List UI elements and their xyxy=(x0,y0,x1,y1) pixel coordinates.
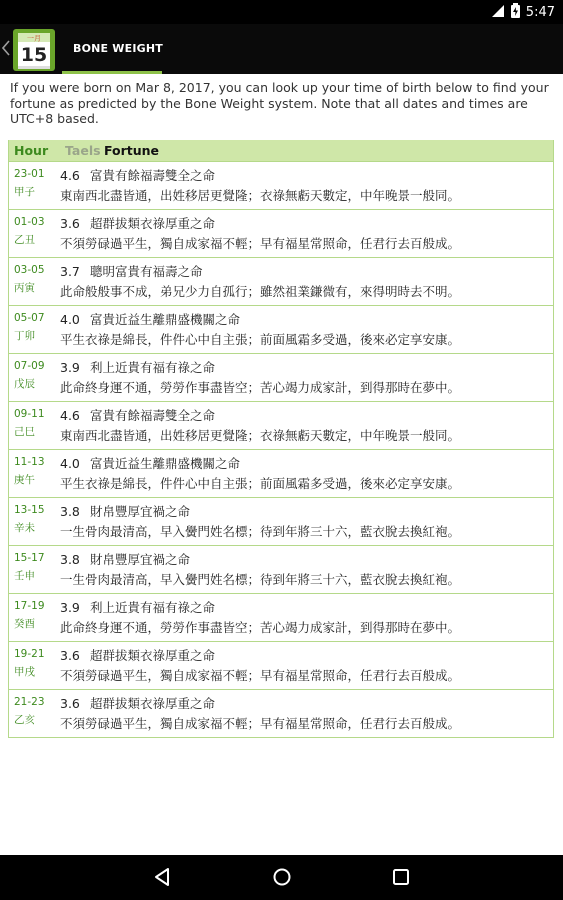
table-row xyxy=(9,401,553,449)
table-row xyxy=(9,545,553,593)
intro-text: If you were born on Mar 8, 2017, you can look up your time of birth below to find your fortune as predicted by the Bone Weight system. Note that all dates and times are UTC+8 based. xyxy=(10,80,549,126)
row-title-line xyxy=(60,310,240,328)
row-taels: 4.6 xyxy=(60,168,80,183)
row-title-line xyxy=(60,454,240,472)
row-taels: 3.6 xyxy=(60,648,80,663)
row-hour: 03-05 xyxy=(14,264,45,276)
fortune-table xyxy=(8,140,554,738)
row-title: 富貴近益生離鼎盛機關之命 xyxy=(90,456,241,471)
table-row xyxy=(9,305,553,353)
row-taels: 4.0 xyxy=(60,312,80,327)
icon-month: 一月 xyxy=(27,34,41,43)
row-hour: 01-03 xyxy=(14,216,45,228)
row-branch: 辛未 xyxy=(14,522,35,534)
title-underline xyxy=(62,71,162,74)
row-branch: 戊辰 xyxy=(14,378,35,390)
row-text: 一生骨肉最清高，早入黌門姓名標；待到年將三十六，藍衣脫去換紅袍。 xyxy=(60,572,461,587)
row-title: 富貴有餘福壽雙全之命 xyxy=(90,408,216,423)
back-chevron-icon[interactable] xyxy=(2,40,10,56)
row-text: 不須勞碌過平生，獨自成家福不輕；早有福星常照命，任君行去百般成。 xyxy=(60,716,461,731)
row-title-line xyxy=(60,694,215,712)
row-title-line xyxy=(60,598,215,616)
row-taels: 4.0 xyxy=(60,456,80,471)
action-bar xyxy=(0,24,563,74)
status-bar xyxy=(0,0,563,24)
header-taels: Taels xyxy=(65,143,101,158)
row-title: 超群拔類衣祿厚重之命 xyxy=(90,696,216,711)
row-branch: 癸酉 xyxy=(14,618,35,630)
row-taels: 3.6 xyxy=(60,696,80,711)
row-text: 此命終身運不通，勞勞作事盡皆空；苦心竭力成家計，到得那時在夢中。 xyxy=(60,620,461,635)
row-branch: 乙丑 xyxy=(14,234,35,246)
row-taels: 3.6 xyxy=(60,216,80,231)
row-title: 超群拔類衣祿厚重之命 xyxy=(90,648,216,663)
status-icons xyxy=(491,3,555,22)
table-row xyxy=(9,449,553,497)
row-branch: 丁卯 xyxy=(14,330,35,342)
row-text: 平生衣祿是綿長，件件心中自主張；前面風霜多受過，後來必定享安康。 xyxy=(60,476,461,491)
header-fortune: Fortune xyxy=(104,143,160,158)
row-text: 東南西北盡皆通，出姓移居更覺隆；衣祿無虧天數定，中年晚景一般同。 xyxy=(60,188,461,203)
row-title-line xyxy=(60,646,215,664)
row-taels: 3.7 xyxy=(60,264,80,279)
row-title-line xyxy=(60,502,190,520)
icon-day: 15 xyxy=(20,44,48,66)
table-row xyxy=(9,497,553,545)
row-title: 富貴近益生離鼎盛機關之命 xyxy=(90,312,241,327)
calendar-app-icon[interactable] xyxy=(12,28,56,72)
row-branch: 甲子 xyxy=(14,186,35,198)
row-title: 財帛豐厚宜禍之命 xyxy=(90,552,191,567)
table-row xyxy=(9,161,553,209)
row-title: 聰明富貴有福壽之命 xyxy=(90,264,203,279)
home-nav-icon[interactable] xyxy=(270,865,294,889)
row-hour: 15-17 xyxy=(14,552,45,564)
row-text: 東南西北盡皆通，出姓移居更覺隆；衣祿無虧天數定，中年晚景一般同。 xyxy=(60,428,461,443)
row-hour: 23-01 xyxy=(14,168,45,180)
table-header xyxy=(9,140,553,161)
row-title: 超群拔類衣祿厚重之命 xyxy=(90,216,216,231)
app-title: BONE WEIGHT xyxy=(73,42,163,55)
row-branch: 己巳 xyxy=(14,426,35,438)
table-row xyxy=(9,257,553,305)
row-hour: 13-15 xyxy=(14,504,45,516)
row-text: 不須勞碌過平生，獨自成家福不輕；早有福星常照命，任君行去百般成。 xyxy=(60,668,461,683)
row-text: 一生骨肉最清高，早入黌門姓名標；待到年將三十六，藍衣脫去換紅袍。 xyxy=(60,524,461,539)
row-title-line xyxy=(60,262,203,280)
recents-nav-icon[interactable] xyxy=(389,865,413,889)
row-branch: 甲戌 xyxy=(14,666,35,678)
row-branch: 丙寅 xyxy=(14,282,35,294)
clock: 5:47 xyxy=(525,5,555,20)
table-row xyxy=(9,641,553,689)
row-text: 此命般般事不成，弟兄少力自孤行；雖然祖業鎌微有，來得明時去不明。 xyxy=(60,284,461,299)
table-row xyxy=(9,593,553,641)
row-taels: 3.8 xyxy=(60,552,80,567)
back-nav-icon[interactable] xyxy=(150,865,174,889)
row-hour: 11-13 xyxy=(14,456,45,468)
row-branch: 乙亥 xyxy=(14,714,35,726)
row-taels: 4.6 xyxy=(60,408,80,423)
table-row xyxy=(9,353,553,401)
row-hour: 21-23 xyxy=(14,696,45,708)
row-hour: 05-07 xyxy=(14,312,45,324)
row-title-line xyxy=(60,214,215,232)
row-text: 此命終身運不通，勞勞作事盡皆空；苦心竭力成家計，到得那時在夢中。 xyxy=(60,380,461,395)
table-row xyxy=(9,209,553,257)
battery-icon xyxy=(511,3,520,22)
row-text: 不須勞碌過平生，獨自成家福不輕；早有福星常照命，任君行去百般成。 xyxy=(60,236,461,251)
row-title: 利上近貴有福有祿之命 xyxy=(90,600,216,615)
signal-icon xyxy=(491,4,505,22)
row-title-line xyxy=(60,166,215,184)
row-title: 利上近貴有福有祿之命 xyxy=(90,360,216,375)
header-hour: Hour xyxy=(14,143,49,158)
row-title: 富貴有餘福壽雙全之命 xyxy=(90,168,216,183)
row-hour: 09-11 xyxy=(14,408,45,420)
row-taels: 3.9 xyxy=(60,600,80,615)
row-title: 財帛豐厚宜禍之命 xyxy=(90,504,191,519)
row-title-line xyxy=(60,358,215,376)
row-title-line xyxy=(60,406,215,424)
row-hour: 19-21 xyxy=(14,648,45,660)
row-taels: 3.9 xyxy=(60,360,80,375)
row-branch: 庚午 xyxy=(14,474,35,486)
row-text: 平生衣祿是綿長，件件心中自主張；前面風霜多受過，後來必定享安康。 xyxy=(60,332,461,347)
navigation-bar xyxy=(0,855,563,900)
row-hour: 17-19 xyxy=(14,600,45,612)
row-title-line xyxy=(60,550,190,568)
table-row xyxy=(9,689,553,737)
row-taels: 3.8 xyxy=(60,504,80,519)
row-hour: 07-09 xyxy=(14,360,45,372)
row-branch: 壬申 xyxy=(14,570,35,582)
